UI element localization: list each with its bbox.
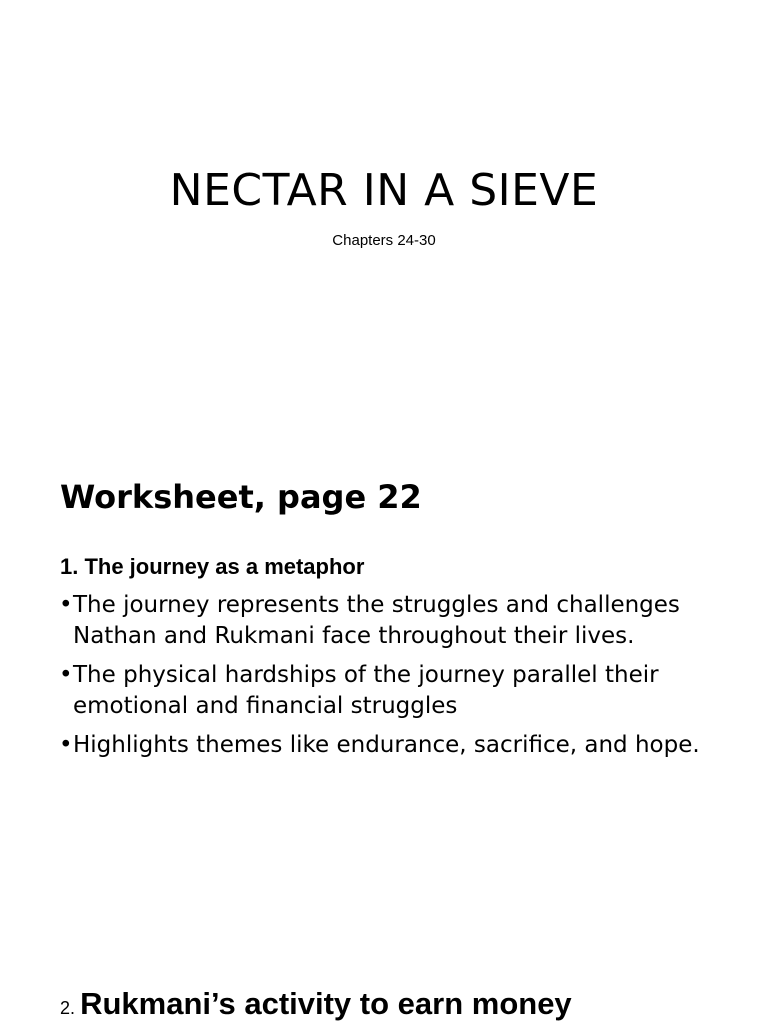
bullet-text: The journey represents the struggles and challenges Nathan and Rukmani face throughout their lives. — [73, 592, 680, 649]
bullet-text: The physical hardships of the journey parallel their emotional and financial struggles — [73, 662, 659, 719]
question-1-heading: 1. The journey as a metaphor — [60, 554, 365, 579]
bullet-item — [60, 590, 750, 652]
question-2-heading — [60, 984, 572, 1024]
worksheet-heading: Worksheet, page 22 — [60, 478, 422, 516]
slide-subtitle: Chapters 24-30 — [332, 232, 436, 249]
question-2-number: 2. — [60, 998, 76, 1018]
bullet-list — [60, 590, 750, 769]
bullet-text: Highlights themes like endurance, sacrifice, and hope. — [73, 732, 700, 758]
bullet-point-icon: • — [59, 592, 73, 618]
bullet-point-icon: • — [59, 662, 73, 688]
bullet-point-icon: • — [59, 732, 73, 758]
question-2-text: Rukmani’s activity to earn money — [80, 986, 572, 1021]
slide-title: NECTAR IN A SIEVE — [169, 165, 599, 216]
bullet-item — [60, 660, 750, 722]
bullet-item — [60, 730, 750, 761]
